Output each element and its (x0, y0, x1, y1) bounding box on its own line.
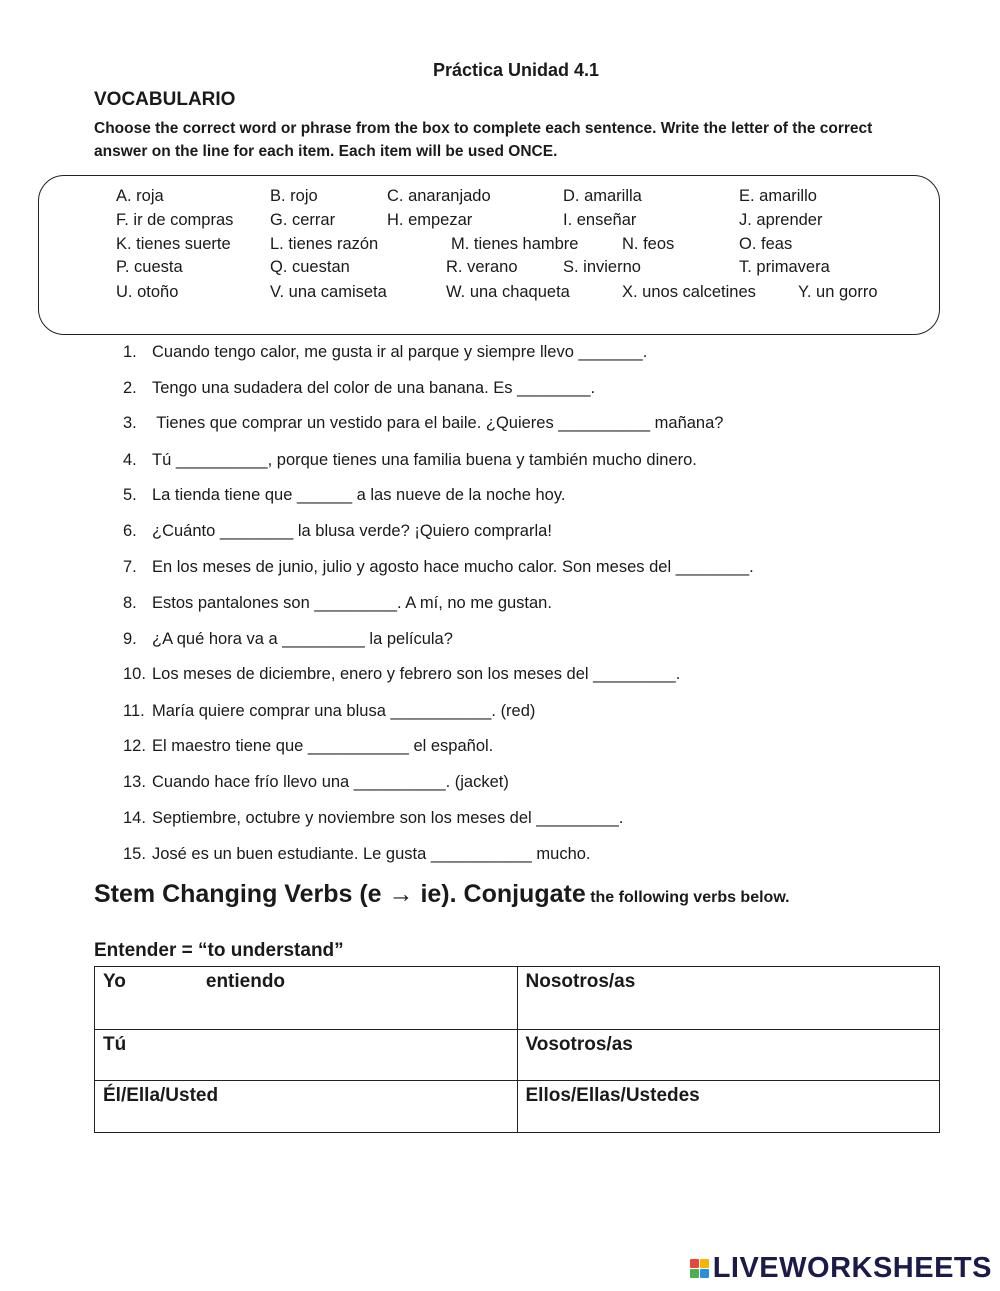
cell-el-ella-usted[interactable] (95, 1081, 518, 1133)
word-bank-item: L. tienes razón (270, 235, 379, 253)
word-bank-item: S. invierno (563, 258, 641, 276)
question-item (123, 665, 680, 684)
question-number: 14. (123, 809, 146, 827)
question-item (123, 451, 697, 470)
logo-square (700, 1259, 709, 1268)
question-text: Cuando tengo calor, me gusta ir al parque y siempre llevo _______. (152, 343, 648, 361)
question-number: 11. (123, 702, 145, 720)
question-text: Septiembre, octubre y noviembre son los meses del _________. (152, 809, 624, 827)
pronoun-el-ella-usted: Él/Ella/Usted (103, 1085, 219, 1106)
question-text: En los meses de junio, julio y agosto hace mucho calor. Son meses del ________. (152, 558, 754, 576)
pronoun-vosotros: Vosotros/as (525, 1034, 633, 1055)
cell-yo[interactable] (95, 967, 518, 1030)
word-bank-item: W. una chaqueta (446, 283, 570, 301)
question-item (123, 630, 453, 649)
question-number: 15. (123, 845, 146, 863)
verb-label: Entender = “to understand” (94, 940, 344, 961)
question-item (123, 702, 535, 721)
question-number: 3. (123, 414, 137, 432)
question-text: Tienes que comprar un vestido para el baile. ¿Quieres __________ mañana? (152, 414, 724, 432)
logo-square (700, 1269, 709, 1278)
liveworksheets-logo (690, 1252, 992, 1285)
word-bank-item: C. anaranjado (387, 187, 491, 205)
question-item (123, 558, 754, 577)
question-number: 5. (123, 486, 137, 504)
word-bank-item: R. verano (446, 258, 518, 276)
word-bank-item: J. aprender (739, 211, 823, 229)
logo-mark-icon (690, 1259, 709, 1278)
question-item (123, 486, 565, 505)
word-bank-item: O. feas (739, 235, 793, 253)
word-bank-item: P. cuesta (116, 258, 183, 276)
cell-vosotros[interactable] (517, 1030, 940, 1081)
vocab-instructions: Choose the correct word or phrase from the box to complete each sentence. Write the letter of the correct answer on the line for each item. Each item will be used ONCE. (94, 120, 873, 160)
word-bank-item: M. tienes hambre (451, 235, 579, 253)
pronoun-ellos-ellas-ustedes: Ellos/Ellas/Ustedes (525, 1085, 700, 1106)
question-text: Los meses de diciembre, enero y febrero son los meses del _________. (152, 665, 681, 683)
word-bank-item: V. una camiseta (270, 283, 387, 301)
question-number: 10. (123, 665, 146, 683)
question-number: 13. (123, 773, 146, 791)
pronoun-tu: Tú (103, 1034, 127, 1055)
question-text: Tengo una sudadera del color de una banana. Es ________. (152, 379, 596, 397)
word-bank-item: T. primavera (739, 258, 830, 276)
question-item (123, 522, 552, 541)
logo-square (690, 1269, 699, 1278)
question-text: ¿Cuánto ________ la blusa verde? ¡Quiero comprarla! (152, 522, 552, 540)
word-bank-item: F. ir de compras (116, 211, 234, 229)
question-item (123, 343, 647, 362)
question-text: El maestro tiene que ___________ el español. (152, 737, 494, 755)
question-item (123, 737, 493, 756)
word-bank-item: X. unos calcetines (622, 283, 756, 301)
stem-heading-main: Stem Changing Verbs (e → ie). Conjugate (94, 880, 586, 908)
word-bank-item: Q. cuestan (270, 258, 350, 276)
word-bank-item: I. enseñar (563, 211, 637, 229)
question-text: José es un buen estudiante. Le gusta ___________ mucho. (152, 845, 591, 863)
question-text: Estos pantalones son _________. A mí, no me gustan. (152, 594, 552, 612)
pronoun-nosotros: Nosotros/as (525, 971, 636, 992)
logo-square (690, 1259, 699, 1268)
page-title: Práctica Unidad 4.1 (432, 60, 600, 80)
stem-heading-sub: the following verbs below. (585, 889, 790, 906)
vocabulario-heading: VOCABULARIO (94, 89, 236, 110)
question-item (123, 594, 552, 613)
word-bank-item: E. amarillo (739, 187, 817, 205)
pronoun-yo: Yo (103, 971, 126, 992)
question-number: 12. (123, 737, 146, 755)
question-number: 7. (123, 558, 137, 576)
word-bank-item: Y. un gorro (798, 283, 878, 301)
cell-nosotros[interactable] (517, 967, 940, 1030)
question-number: 4. (123, 451, 137, 469)
word-bank-item: G. cerrar (270, 211, 336, 229)
logo-text: LIVEWORKSHEETS (712, 1252, 992, 1284)
question-item (123, 809, 623, 828)
word-bank-item: K. tienes suerte (116, 235, 231, 253)
question-number: 2. (123, 379, 137, 397)
word-bank-item: D. amarilla (563, 187, 642, 205)
cell-ellos-ellas-ustedes[interactable] (517, 1081, 940, 1133)
question-number: 1. (123, 343, 137, 361)
question-item (123, 773, 509, 792)
cell-tu[interactable] (95, 1030, 518, 1081)
stem-changing-heading (94, 880, 790, 909)
word-bank-item: N. feos (622, 235, 675, 253)
word-bank-item: A. roja (116, 187, 164, 205)
question-item (123, 414, 723, 433)
question-text: Cuando hace frío llevo una __________. (jacket) (152, 773, 509, 791)
question-text: María quiere comprar una blusa ___________. (red) (152, 702, 536, 720)
answer-yo: entiendo (205, 971, 286, 992)
question-text: ¿A qué hora va a _________ la película? (152, 630, 453, 648)
question-number: 9. (123, 630, 137, 648)
question-text: Tú __________, porque tienes una familia buena y también mucho dinero. (152, 451, 697, 469)
question-item (123, 379, 595, 398)
word-bank-item: U. otoño (116, 283, 179, 301)
question-item (123, 845, 591, 864)
question-number: 6. (123, 522, 137, 540)
question-text: La tienda tiene que ______ a las nueve de la noche hoy. (152, 486, 566, 504)
word-bank-item: H. empezar (387, 211, 473, 229)
word-bank-item: B. rojo (270, 187, 318, 205)
conjugation-table (94, 966, 940, 1133)
question-number: 8. (123, 594, 137, 612)
